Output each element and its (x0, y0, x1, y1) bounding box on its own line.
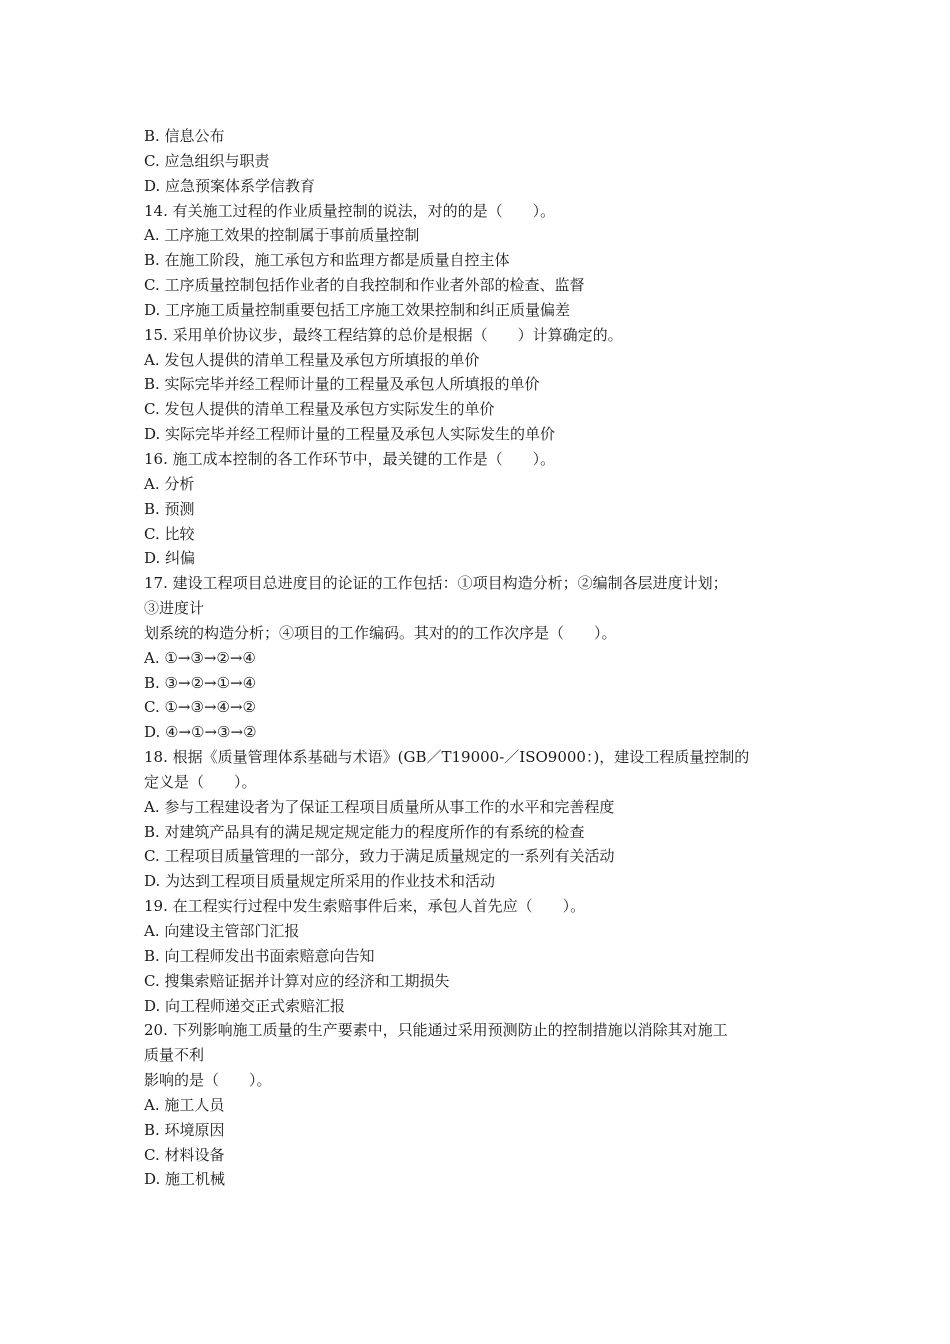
document-page (144, 124, 809, 1192)
text-line: B. 环境原因 (144, 1120, 225, 1139)
text-line: D. 施工机械 (144, 1170, 226, 1189)
text-line: C. 材料设备 (144, 1145, 225, 1164)
text-line: B. ③→②→①→④ (144, 673, 257, 692)
text-line: D. 实际完毕并经工程师计量的工程量及承包人实际发生的单价 (144, 425, 556, 444)
text-line: D. ④→①→③→② (144, 723, 257, 742)
question-19: 19. 在工程实行过程中发生索赔事件后来，承包人首先应（ ）。 (144, 897, 586, 916)
text-line: B. 预测 (144, 499, 195, 518)
text-line: C. 比较 (144, 524, 195, 543)
text-line: D. 工序施工质量控制重要包括工序施工效果控制和纠正质量偏差 (144, 300, 571, 319)
text-line: 影响的是（ ）。 (144, 1071, 272, 1090)
text-line: C. 发包人提供的清单工程量及承包方实际发生的单价 (144, 400, 495, 419)
text-line: ③进度计 (144, 599, 205, 618)
text-line: C. 搜集索赔证据并计算对应的经济和工期损失 (144, 971, 450, 990)
text-line: A. 施工人员 (144, 1095, 225, 1114)
text-line: D. 应急预案体系学信教育 (144, 176, 316, 195)
text-line: A. ①→③→②→④ (144, 648, 256, 667)
question-14: 14. 有关施工过程的作业质量控制的说法，对的的是（ ）。 (144, 201, 556, 220)
text-line: A. 参与工程建设者为了保证工程项目质量所从事工作的水平和完善程度 (144, 797, 615, 816)
text-line: A. 工序施工效果的控制属于事前质量控制 (144, 226, 420, 245)
text-line: 定义是（ ）。 (144, 772, 257, 791)
text-line: C. ①→③→④→② (144, 698, 256, 717)
text-line: B. 对建筑产品具有的满足规定规定能力的程度所作的有系统的检查 (144, 822, 585, 841)
question-16: 16. 施工成本控制的各工作环节中，最关键的工作是（ ）。 (144, 449, 556, 468)
question-15: 15. 采用单价协议步，最终工程结算的总价是根据（ ）计算确定的。 (144, 325, 623, 344)
text-line: B. 信息公布 (144, 127, 225, 145)
text-line: 划系统的构造分析；④项目的工作编码。其对的的工作次序是（ ）。 (144, 623, 617, 642)
question-20: 20. 下列影响施工质量的生产要素中，只能通过采用预测防止的控制措施以消除其对施工 (144, 1021, 728, 1040)
text-line: D. 向工程师递交正式索赔汇报 (144, 996, 346, 1015)
text-line: B. 实际完毕并经工程师计量的工程量及承包人所填报的单价 (144, 375, 540, 394)
text-line: D. 为达到工程项目质量规定所采用的作业技术和活动 (144, 872, 496, 891)
text-line: D. 纠偏 (144, 549, 196, 568)
question-18: 18. 根据《质量管理体系基础与术语》(GB／T19000-／ISO9000：)，建设工程质量控制的 (144, 748, 750, 767)
text-line: C. 工序质量控制包括作业者的自我控制和作业者外部的检查、监督 (144, 276, 585, 295)
text-line: A. 分析 (144, 474, 195, 493)
text-line: B. 在施工阶段，施工承包方和监理方都是质量自控主体 (144, 251, 510, 270)
text-line: C. 应急组织与职责 (144, 151, 270, 170)
text-line: 质量不利 (144, 1046, 205, 1065)
text-line: A. 向建设主管部门汇报 (144, 922, 300, 940)
text-line: B. 向工程师发出书面索赔意向告知 (144, 946, 375, 965)
text-line: A. 发包人提供的清单工程量及承包方所填报的单价 (144, 350, 480, 369)
question-17: 17. 建设工程项目总进度目的论证的工作包括：①项目构造分析；②编制各层进度计划； (144, 574, 728, 593)
text-line: C. 工程项目质量管理的一部分，致力于满足质量规定的一系列有关活动 (144, 847, 615, 866)
